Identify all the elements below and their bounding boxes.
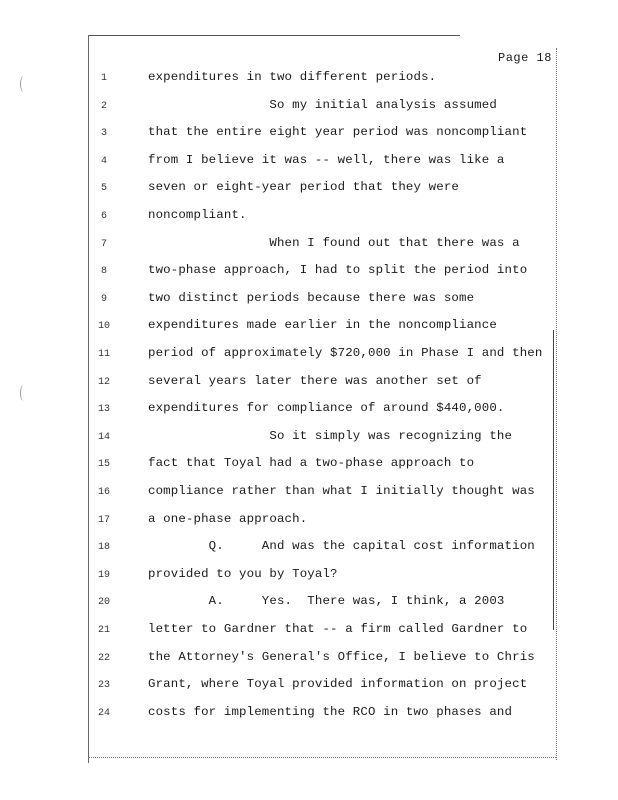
line-text: two distinct periods because there was some	[148, 290, 475, 305]
transcript-line	[0, 374, 618, 394]
transcript-line	[0, 705, 618, 725]
transcript-line	[0, 677, 618, 697]
transcript-line	[0, 539, 618, 559]
line-text: that the entire eight year period was noncompliant	[148, 125, 528, 140]
transcript-line	[0, 125, 618, 145]
transcript-line	[0, 622, 618, 642]
line-text: provided to you by Toyal?	[148, 566, 338, 581]
line-number: 18	[97, 542, 110, 554]
line-number: 11	[97, 349, 110, 360]
line-number: 21	[97, 625, 110, 636]
line-number: 22	[97, 652, 110, 664]
line-number: 5	[100, 183, 107, 195]
transcript-line	[0, 236, 618, 256]
line-number: 3	[100, 128, 107, 140]
line-number: 12	[97, 376, 110, 388]
transcript-line	[0, 594, 618, 614]
line-text: period of approximately $720,000 in Phase I and then	[148, 346, 543, 360]
line-number: 19	[97, 569, 110, 581]
top-border	[88, 35, 460, 36]
transcript-line	[0, 208, 618, 228]
line-text: noncompliant.	[148, 208, 247, 222]
line-number: 20	[97, 597, 110, 609]
line-text: letter to Gardner that -- a firm called Gardner to	[148, 622, 528, 636]
page-number: Page 18	[498, 51, 552, 65]
line-text: Q. And was the capital cost information	[148, 539, 535, 554]
transcript-line	[0, 153, 618, 173]
transcript-line	[0, 484, 618, 504]
line-number: 13	[97, 404, 110, 416]
transcript-line	[0, 98, 618, 118]
line-text: expenditures for compliance of around $440,000.	[148, 401, 505, 416]
line-number: 15	[97, 459, 110, 471]
transcript-line	[0, 456, 618, 476]
line-number: 24	[97, 707, 110, 719]
line-number: 10	[97, 321, 110, 333]
transcript-line	[0, 401, 618, 421]
line-text: two-phase approach, I had to split the period into	[148, 263, 528, 278]
transcript-line	[0, 263, 618, 283]
line-text: Grant, where Toyal provided information on project	[148, 677, 528, 692]
line-text: the Attorney's General's Office, I believe to Chris	[148, 649, 535, 664]
transcript-line	[0, 291, 618, 311]
line-text: So it simply was recognizing the	[148, 428, 513, 443]
line-number: 2	[100, 100, 107, 112]
line-text: a one-phase approach.	[148, 511, 308, 526]
line-number: 16	[97, 487, 110, 498]
line-text: several years later there was another set of	[148, 373, 482, 388]
transcript-line	[0, 512, 618, 532]
line-number: 9	[100, 293, 107, 305]
transcript-line	[0, 346, 618, 366]
line-number: 6	[100, 211, 107, 222]
line-number: 4	[100, 155, 107, 167]
line-text: expenditures made earlier in the noncompliance	[148, 318, 497, 333]
line-text: So my initial analysis assumed	[148, 97, 497, 112]
transcript-line	[0, 429, 618, 449]
line-text: expenditures in two different periods.	[148, 70, 437, 84]
line-number: 23	[97, 680, 110, 692]
line-number: 1	[100, 73, 107, 84]
line-number: 14	[97, 431, 110, 443]
bottom-border	[88, 757, 556, 758]
transcript-line	[0, 318, 618, 338]
line-number: 17	[97, 514, 110, 526]
line-text: When I found out that there was a	[148, 235, 520, 250]
line-text: A. Yes. There was, I think, a 2003	[148, 594, 505, 609]
line-text: costs for implementing the RCO in two phases and	[148, 704, 513, 719]
line-number: 8	[100, 266, 107, 278]
line-text: seven or eight-year period that they were	[148, 180, 460, 195]
transcript-line	[0, 650, 618, 670]
line-text: fact that Toyal had a two-phase approach to	[148, 456, 475, 471]
transcript-line	[0, 180, 618, 200]
line-text: compliance rather than what I initially thought was	[148, 484, 535, 498]
line-number: 7	[100, 238, 107, 250]
transcript-line	[0, 567, 618, 587]
line-text: from I believe it was -- well, there was like a	[148, 152, 505, 167]
transcript-line	[0, 70, 618, 90]
